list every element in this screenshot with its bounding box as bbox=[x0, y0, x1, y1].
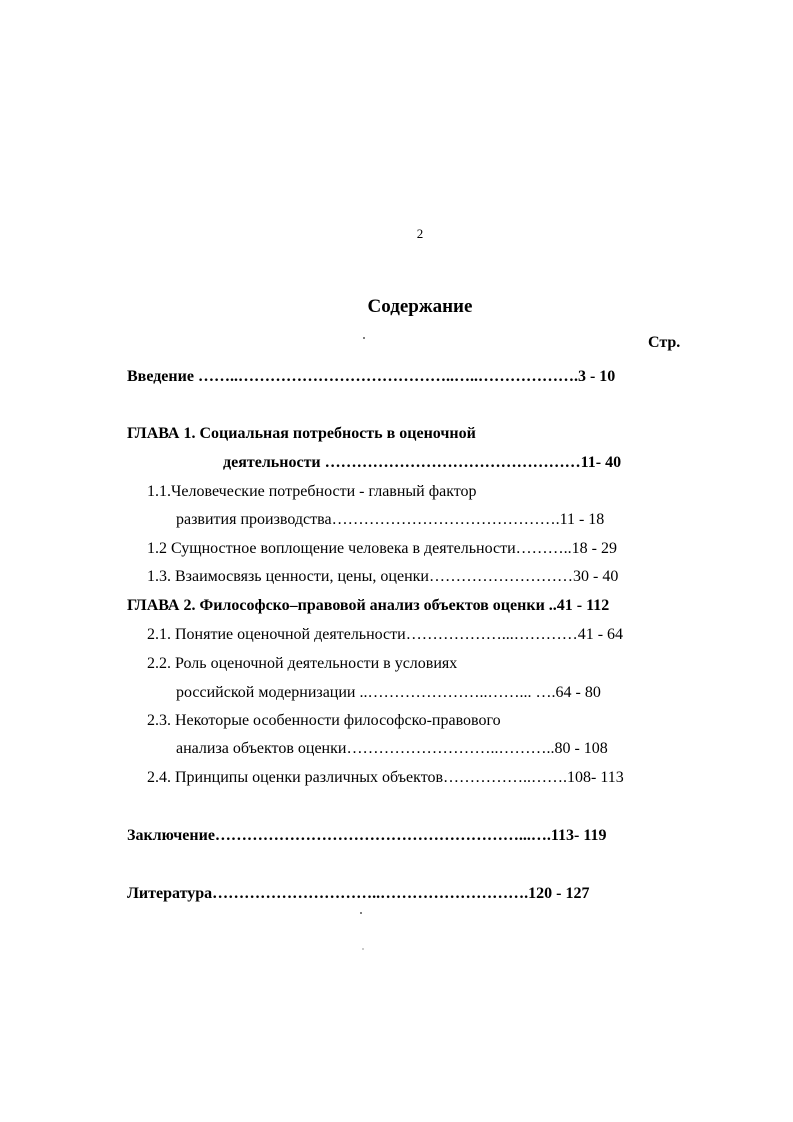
toc-entry-section-2-2: 2.2. Роль оценочной деятельности в условиях bbox=[147, 655, 458, 672]
scan-speck bbox=[363, 337, 365, 339]
toc-entry-section-2-3-cont: анализа объектов оценки………………………..………..80 - 108 bbox=[176, 740, 608, 757]
toc-entry-chapter-1: ГЛАВА 1. Социальная потребность в оценочной bbox=[127, 425, 476, 442]
toc-entry-section-2-1: 2.1. Понятие оценочной деятельности………………...…………41 - 64 bbox=[147, 626, 624, 643]
scan-speck bbox=[362, 948, 364, 950]
toc-entry-chapter-1-cont: деятельности …………………………………………11- 40 bbox=[223, 454, 622, 471]
toc-entry-section-1-1-cont: развития производства…………………………………….11 - 18 bbox=[176, 511, 605, 528]
page-column-label: Стр. bbox=[648, 334, 681, 351]
toc-entry-section-1-2: 1.2 Сущностное воплощение человека в деятельности………..18 - 29 bbox=[147, 540, 617, 557]
toc-entry-chapter-2: ГЛАВА 2. Философско–правовой анализ объектов оценки ..41 - 112 bbox=[127, 597, 610, 614]
toc-title: Содержание bbox=[367, 296, 473, 317]
toc-entry-section-2-4: 2.4. Принципы оценки различных объектов……………..…….108- 113 bbox=[147, 769, 624, 786]
toc-entry-section-2-2-cont: российской модернизации ..…………………..……... ….64 - 80 bbox=[176, 684, 601, 701]
toc-entry-conclusion: Заключение…………………………………………………...….113- 119 bbox=[127, 827, 607, 844]
page-number: 2 bbox=[416, 226, 424, 241]
toc-entry-introduction: Введение ……..…………………………………..…..……………….3 - 10 bbox=[127, 368, 616, 385]
toc-entry-literature: Литература…………………………..……………………….120 - 127 bbox=[127, 885, 590, 902]
scan-speck bbox=[360, 912, 362, 914]
toc-entry-section-2-3: 2.3. Некоторые особенности философско-правового bbox=[147, 712, 501, 729]
toc-entry-section-1-3: 1.3. Взаимосвязь ценности, цены, оценки………………………30 - 40 bbox=[147, 568, 619, 585]
toc-entry-section-1-1: 1.1.Человеческие потребности - главный фактор bbox=[147, 483, 477, 500]
